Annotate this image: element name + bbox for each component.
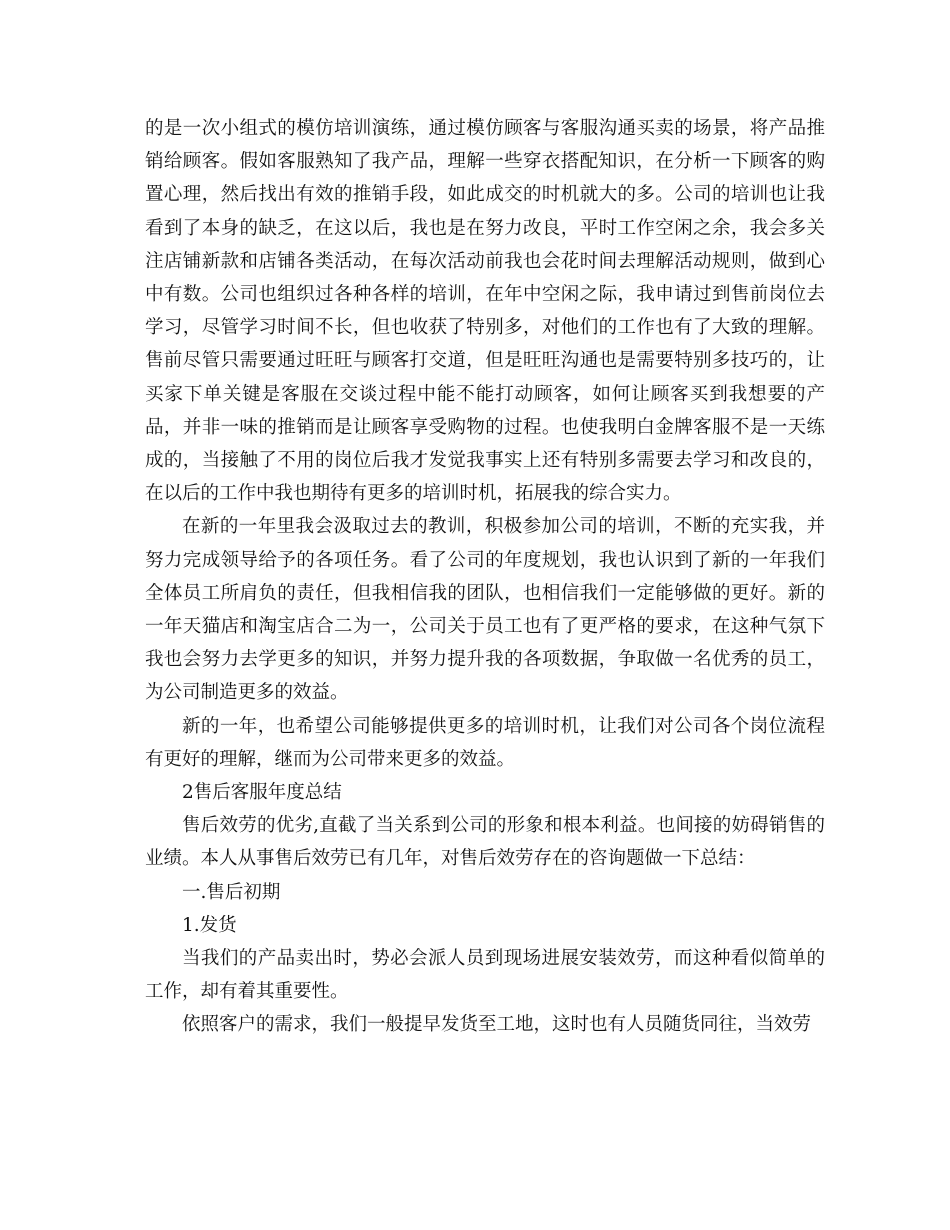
- paragraph-new-year-hope: 新的一年，也希望公司能够提供更多的培训时机，让我们对公司各个岗位流程有更好的理解，继而为公司带来更多的效益。: [145, 715, 825, 770]
- paragraph-training-experience: 的是一次小组式的模仿培训演练，通过模仿顾客与客服沟通买卖的场景，将产品推销给顾客。假如客服熟知了我产品，理解一些穿衣搭配知识，在分析一下顾客的购置心理，然后找出有效的推销手段，如此成交的时机就大的多。公司的培训也让我看到了本身的缺乏，在这以后，我也是在努力改良，平时工作空闲之余，我会多关注店铺新款和店铺各类活动，在每次活动前我也会花时间去理解活动规则，做到心中有数。公司也组织过各种各样的培训，在年中空闲之际，我申请过到售前岗位去学习，尽管学习时间不长，但也收获了特别多，对他们的工作也有了大致的理解。售前尽管只需要通过旺旺与顾客打交道，但是旺旺沟通也是需要特别多技巧的，让买家下单关键是客服在交谈过程中能不能打动顾客，如何让顾客买到我想要的产品，并非一味的推销而是让顾客享受购物的过程。也使我明白金牌客服不是一天练成的，当接触了不用的岗位后我才发觉我事实上还有特别多需要去学习和改良的，在以后的工作中我也期待有更多的培训时机，拓展我的综合实力。: [145, 118, 825, 505]
- document-body: [145, 112, 825, 1042]
- subheading-after-sales-initial: 一.售后初期: [182, 881, 281, 903]
- section-heading-after-sales-summary: 2售后客服年度总结: [182, 782, 342, 804]
- paragraph-customer-needs: 依照客户的需求，我们一般提早发货至工地，这时也有人员随货同往，当效劳: [182, 1014, 812, 1036]
- paragraph-after-sales-intro: 售后效劳的优劣,直截了当关系到公司的形象和根本利益。也间接的妨碍销售的业绩。本人从事售后效劳已有几年，对售后效劳存在的咨询题做一下总结：: [145, 815, 825, 870]
- paragraph-installation-service: 当我们的产品卖出时，势必会派人员到现场进展安装效劳，而这种看似简单的工作，却有着其重要性。: [145, 948, 825, 1003]
- subheading-shipping: 1.发货: [182, 914, 237, 936]
- paragraph-new-year-plan: 在新的一年里我会汲取过去的教训，积极参加公司的培训，不断的充实我，并努力完成领导给予的各项任务。看了公司的年度规划，我也认识到了新的一年我们全体员工所肩负的责任，但我相信我的团队，也相信我们一定能够做的更好。新的一年天猫店和淘宝店合二为一，公司关于员工也有了更严格的要求，在这种气氛下我也会努力去学更多的知识，并努力提升我的各项数据，争取做一名优秀的员工，为公司制造更多的效益。: [145, 516, 825, 704]
